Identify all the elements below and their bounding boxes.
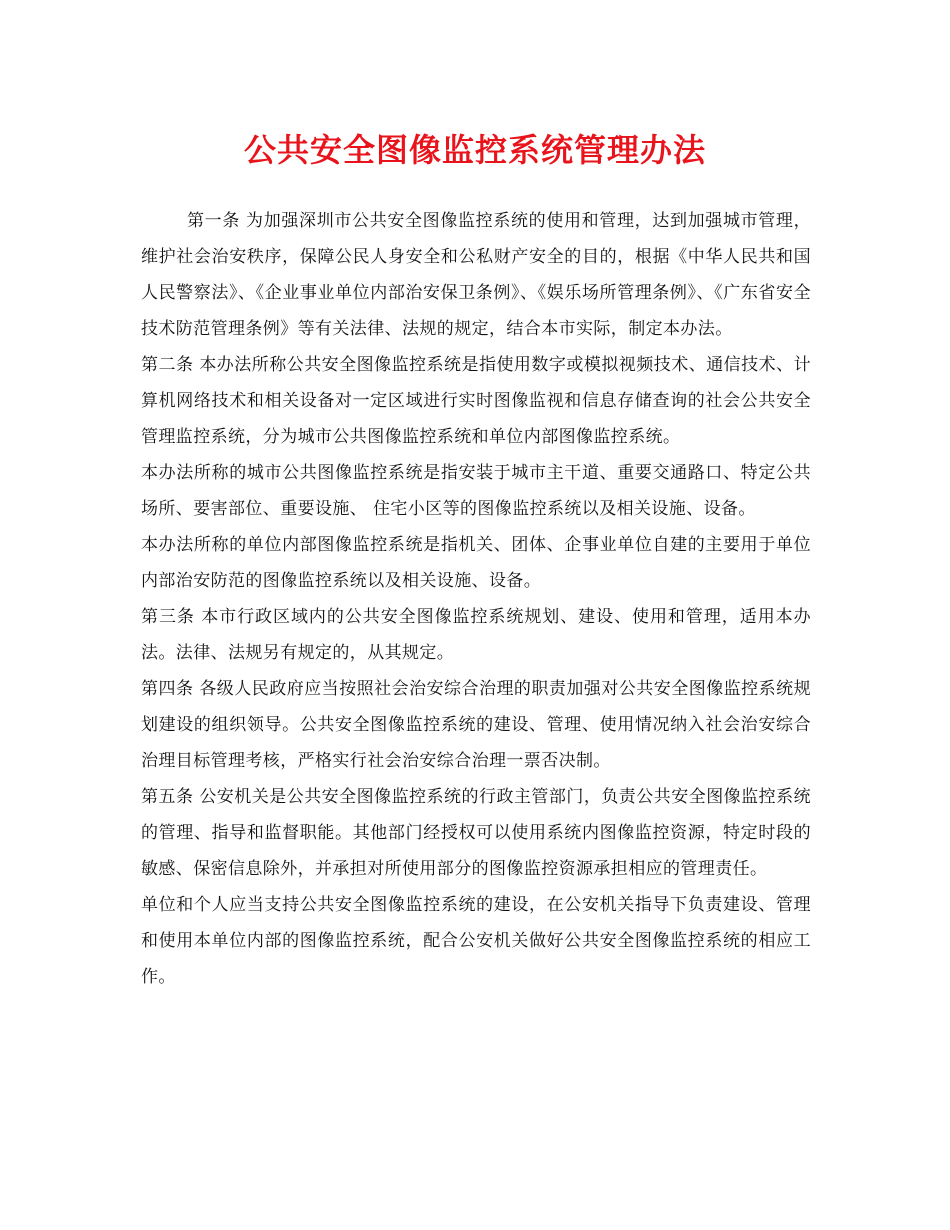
paragraph-article-1: 第一条 为加强深圳市公共安全图像监控系统的使用和管理，达到加强城市管理，维护社会治安秩序，保障公民人身安全和公私财产安全的目的，根据《中华人民共和国人民警察法》、《企业事业单位内部治安保卫条例》、《娱乐场所管理条例》、《广东省安全技术防范管理条例》等有关法律、法规的规定，结合本市实际，制定本办法。 xyxy=(141,211,811,339)
paragraph-article-2: 第二条 本办法所称公共安全图像监控系统是指使用数字或模拟视频技术、通信技术、计算机网络技术和相关设备对一定区域进行实时图像监视和信息存储查询的社会公共安全管理监控系统，分为城市公共图像监控系统和单位内部图像监控系统。 xyxy=(141,355,811,447)
paragraph-city-monitoring-definition: 本办法所称的城市公共图像监控系统是指安装于城市主干道、重要交通路口、特定公共场所、要害部位、重要设施、 住宅小区等的图像监控系统以及相关设施、设备。 xyxy=(141,463,811,519)
paragraph-article-3: 第三条 本市行政区域内的公共安全图像监控系统规划、建设、使用和管理，适用本办法。法律、法规另有规定的，从其规定。 xyxy=(141,607,811,663)
paragraph-article-5: 第五条 公安机关是公共安全图像监控系统的行政主管部门，负责公共安全图像监控系统的管理、指导和监督职能。其他部门经授权可以使用系统内图像监控资源，特定时段的敏感、保密信息除外，并承担对所使用部分的图像监控资源承担相应的管理责任。 xyxy=(141,787,811,879)
paragraph-unit-monitoring-definition: 本办法所称的单位内部图像监控系统是指机关、团体、企事业单位自建的主要用于单位内部治安防范的图像监控系统以及相关设施、设备。 xyxy=(141,535,811,591)
paragraph-article-4: 第四条 各级人民政府应当按照社会治安综合治理的职责加强对公共安全图像监控系统规划建设的组织领导。公共安全图像监控系统的建设、管理、使用情况纳入社会治安综合治理目标管理考核，严格实行社会治安综合治理一票否决制。 xyxy=(141,679,811,771)
paragraph-support-obligation: 单位和个人应当支持公共安全图像监控系统的建设，在公安机关指导下负责建设、管理和使用本单位内部的图像监控系统，配合公安机关做好公共安全图像监控系统的相应工作。 xyxy=(141,895,811,987)
document-body xyxy=(141,203,811,995)
document-title: 公共安全图像监控系统管理办法 xyxy=(243,131,706,169)
